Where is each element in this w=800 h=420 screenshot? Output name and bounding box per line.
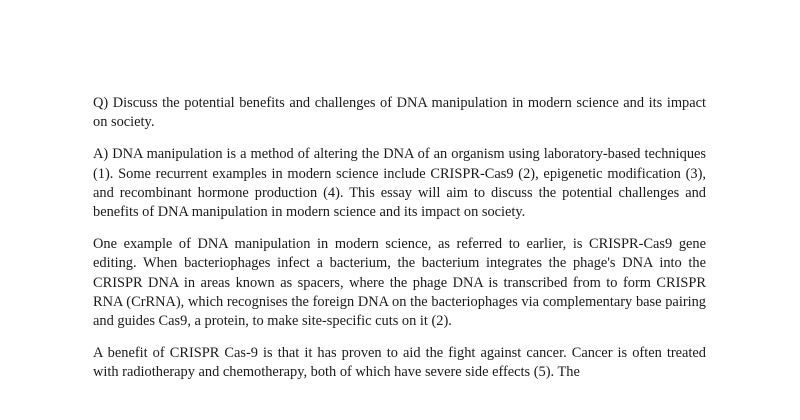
question-paragraph: Q) Discuss the potential benefits and challenges of DNA manipulation in modern science and its impact on society. xyxy=(93,95,706,131)
answer-intro-paragraph: A) DNA manipulation is a method of altering the DNA of an organism using laboratory-based techniques (1). Some recurrent examples in modern science include CRISPR-Cas9 (2), epigenetic modification (3), and recombinant hormone production (4). This essay will aim to discuss the potential challenges and benefits of DNA manipulation in modern science and its impact on society. xyxy=(93,146,706,221)
document-body xyxy=(93,94,706,396)
benefit-paragraph: A benefit of CRISPR Cas-9 is that it has proven to aid the fight against cancer. Cancer is often treated with radiotherapy and chemotherapy, both of which have severe side effects (5). The xyxy=(93,345,706,381)
crispr-paragraph: One example of DNA manipulation in modern science, as referred to earlier, is CRISPR-Cas9 gene editing. When bacteriophages infect a bacterium, the bacterium integrates the phage's DNA into the CRISPR DNA in areas known as spacers, where the phage DNA is transcribed from to form CRISPR RNA (CrRNA), which recognises the foreign DNA on the bacteriophages via complementary base pairing and guides Cas9, a protein, to make site-specific cuts on it (2). xyxy=(93,236,706,330)
